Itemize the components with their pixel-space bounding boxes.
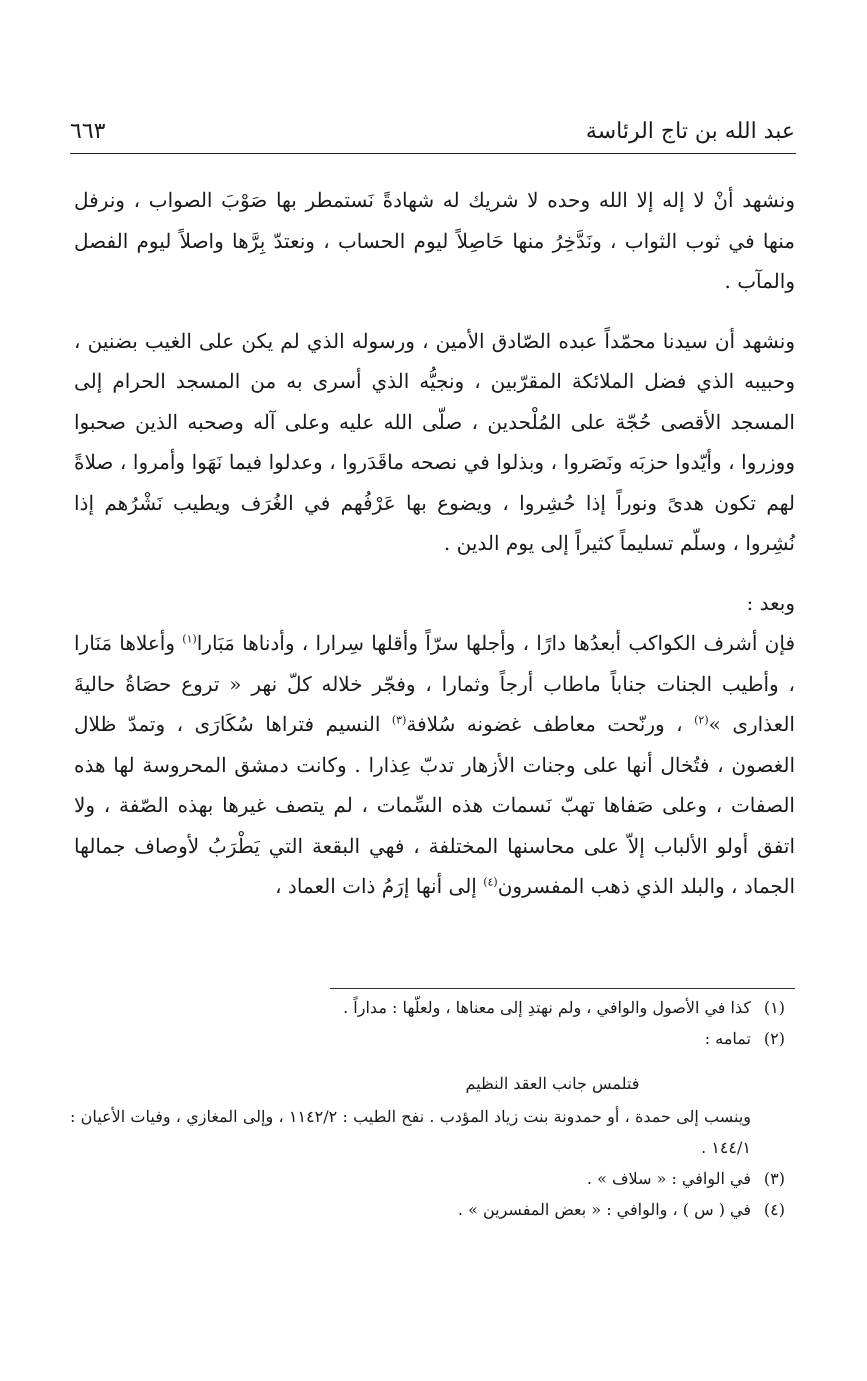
main-text (74, 180, 795, 907)
page-number: ٦٦٣ (70, 119, 106, 144)
footnote-number: (٤) (763, 1200, 785, 1219)
footnote-text: كذا في الأصول والوافي ، ولم نهتدِ إلى معناها ، ولعلّها : مداراً . (343, 998, 751, 1017)
footnote-text: تمامه : (704, 1029, 751, 1048)
footnote-3 (70, 1163, 795, 1194)
footnote-verse: فتلمس جانب العقد النظيم (465, 1074, 640, 1093)
text-run: النسيم فتراها سُكَارَى ، وتمدّ ظلال الغصون ، فتُخال أنها على وجنات الأزهار تدبّ عِذارا . وكانت دمشق المحروسة لها هذه الصفات ، وعلى صَفاها تهبّ نَسمات هذه السِّمات ، لم يتصف غيرها بهذه الصّفة ، ولا اتفق أولو الألباب إلاّ على محاسنها المختلفة ، فهي البقعة التي يَطْرَبُ لأوصاف جمالها الجماد ، والبلد الذي ذهب المفسرون (74, 712, 795, 898)
footnote-text: في الوافي : « سلاف » . (586, 1169, 751, 1188)
footnote-number: (٢) (763, 1029, 785, 1048)
text-run: وأعلاها مَنَارا ، وأطيب الجنات جناباً ماطاب أرجاً وثمارا ، وفجّر خلاله كلّ نهر « تروع حصَاةُ حاليةَ العذارى » (74, 631, 795, 736)
paragraph-shahada: ونشهد أنْ لا إله إلا الله وحده لا شريك له شهادةً نَستمطر بها صَوْبَ الصواب ، ونرفل منها في ثوب الثواب ، ونَدَّخِرُ منها حَاصِلاً ليوم الحساب ، ونعتدّ بِرَّها واصلاً ليوم الفصل والمآب . (74, 188, 795, 293)
text-run: إلى أنها إرَمُ ذات العماد ، (275, 874, 484, 898)
header-rule (70, 153, 796, 154)
running-title: عبد الله بن تاج الرئاسة (585, 119, 795, 144)
footnote-1 (70, 992, 795, 1023)
footnotes (70, 992, 795, 1225)
footnote-ref-1: (١) (182, 632, 197, 646)
footnote-4 (70, 1194, 795, 1225)
paragraph-wabad: وبعد : (746, 590, 795, 615)
text-run: ، ورنّحت معاطف غضونه سُلافة (406, 712, 695, 736)
footnote-ref-4: (٤) (483, 875, 498, 889)
text-run: فإن أشرف الكواكب أبعدُها دارًا ، وأجلها سرّاً وأقلها سِرارا ، وأدناها مَبَارا (196, 631, 795, 655)
paragraph-damascus (74, 623, 795, 907)
footnote-text: في ( س ) ، والوافي : « بعض المفسرين » . (457, 1200, 751, 1219)
footnote-ref-3: (٣) (391, 713, 407, 727)
footnote-ref-2: (٢) (694, 713, 709, 727)
paragraph-prophet: ونشهد أن سيدنا محمّداً عبده الصّادق الأمين ، ورسوله الذي لم يكن على الغيب بضنين ، وحبيبه الذي فضل الملائكة المقرّبين ، ونجيُّه الذي أسرى به من المسجد الحرام إلى المسجد الأقصى حُجّة على المُلْحدين ، صلّى الله عليه وعلى آله وصحبه الذين صحبوا ووزروا ، وأيّدوا حزبَه ونَصَروا ، وبذلوا في نصحه ماقَدَروا ، وعدلوا فيما نَهَوا وأمروا ، صلاةً لهم تكون هدىً ونوراً إذا حُشِروا ، ويضوع بها عَرْفُهم في الغُرَف ويطيب نَشْرُهم إذا نُشِروا ، وسلّم تسليماً كثيراً إلى يوم الدين . (74, 328, 795, 555)
footnote-rule (330, 988, 795, 989)
footnote-2 (70, 1023, 795, 1054)
footnote-number: (١) (763, 998, 785, 1017)
page-header (70, 112, 795, 152)
footnote-continuation: وينسب إلى حمدة ، أو حمدونة بنت زياد المؤدب . نفح الطيب : ١١٤٢/٢ ، وإلى المغازي ، وفيات الأعيان : ١٤٤/١ . (70, 1107, 752, 1157)
footnote-number: (٣) (763, 1169, 785, 1188)
